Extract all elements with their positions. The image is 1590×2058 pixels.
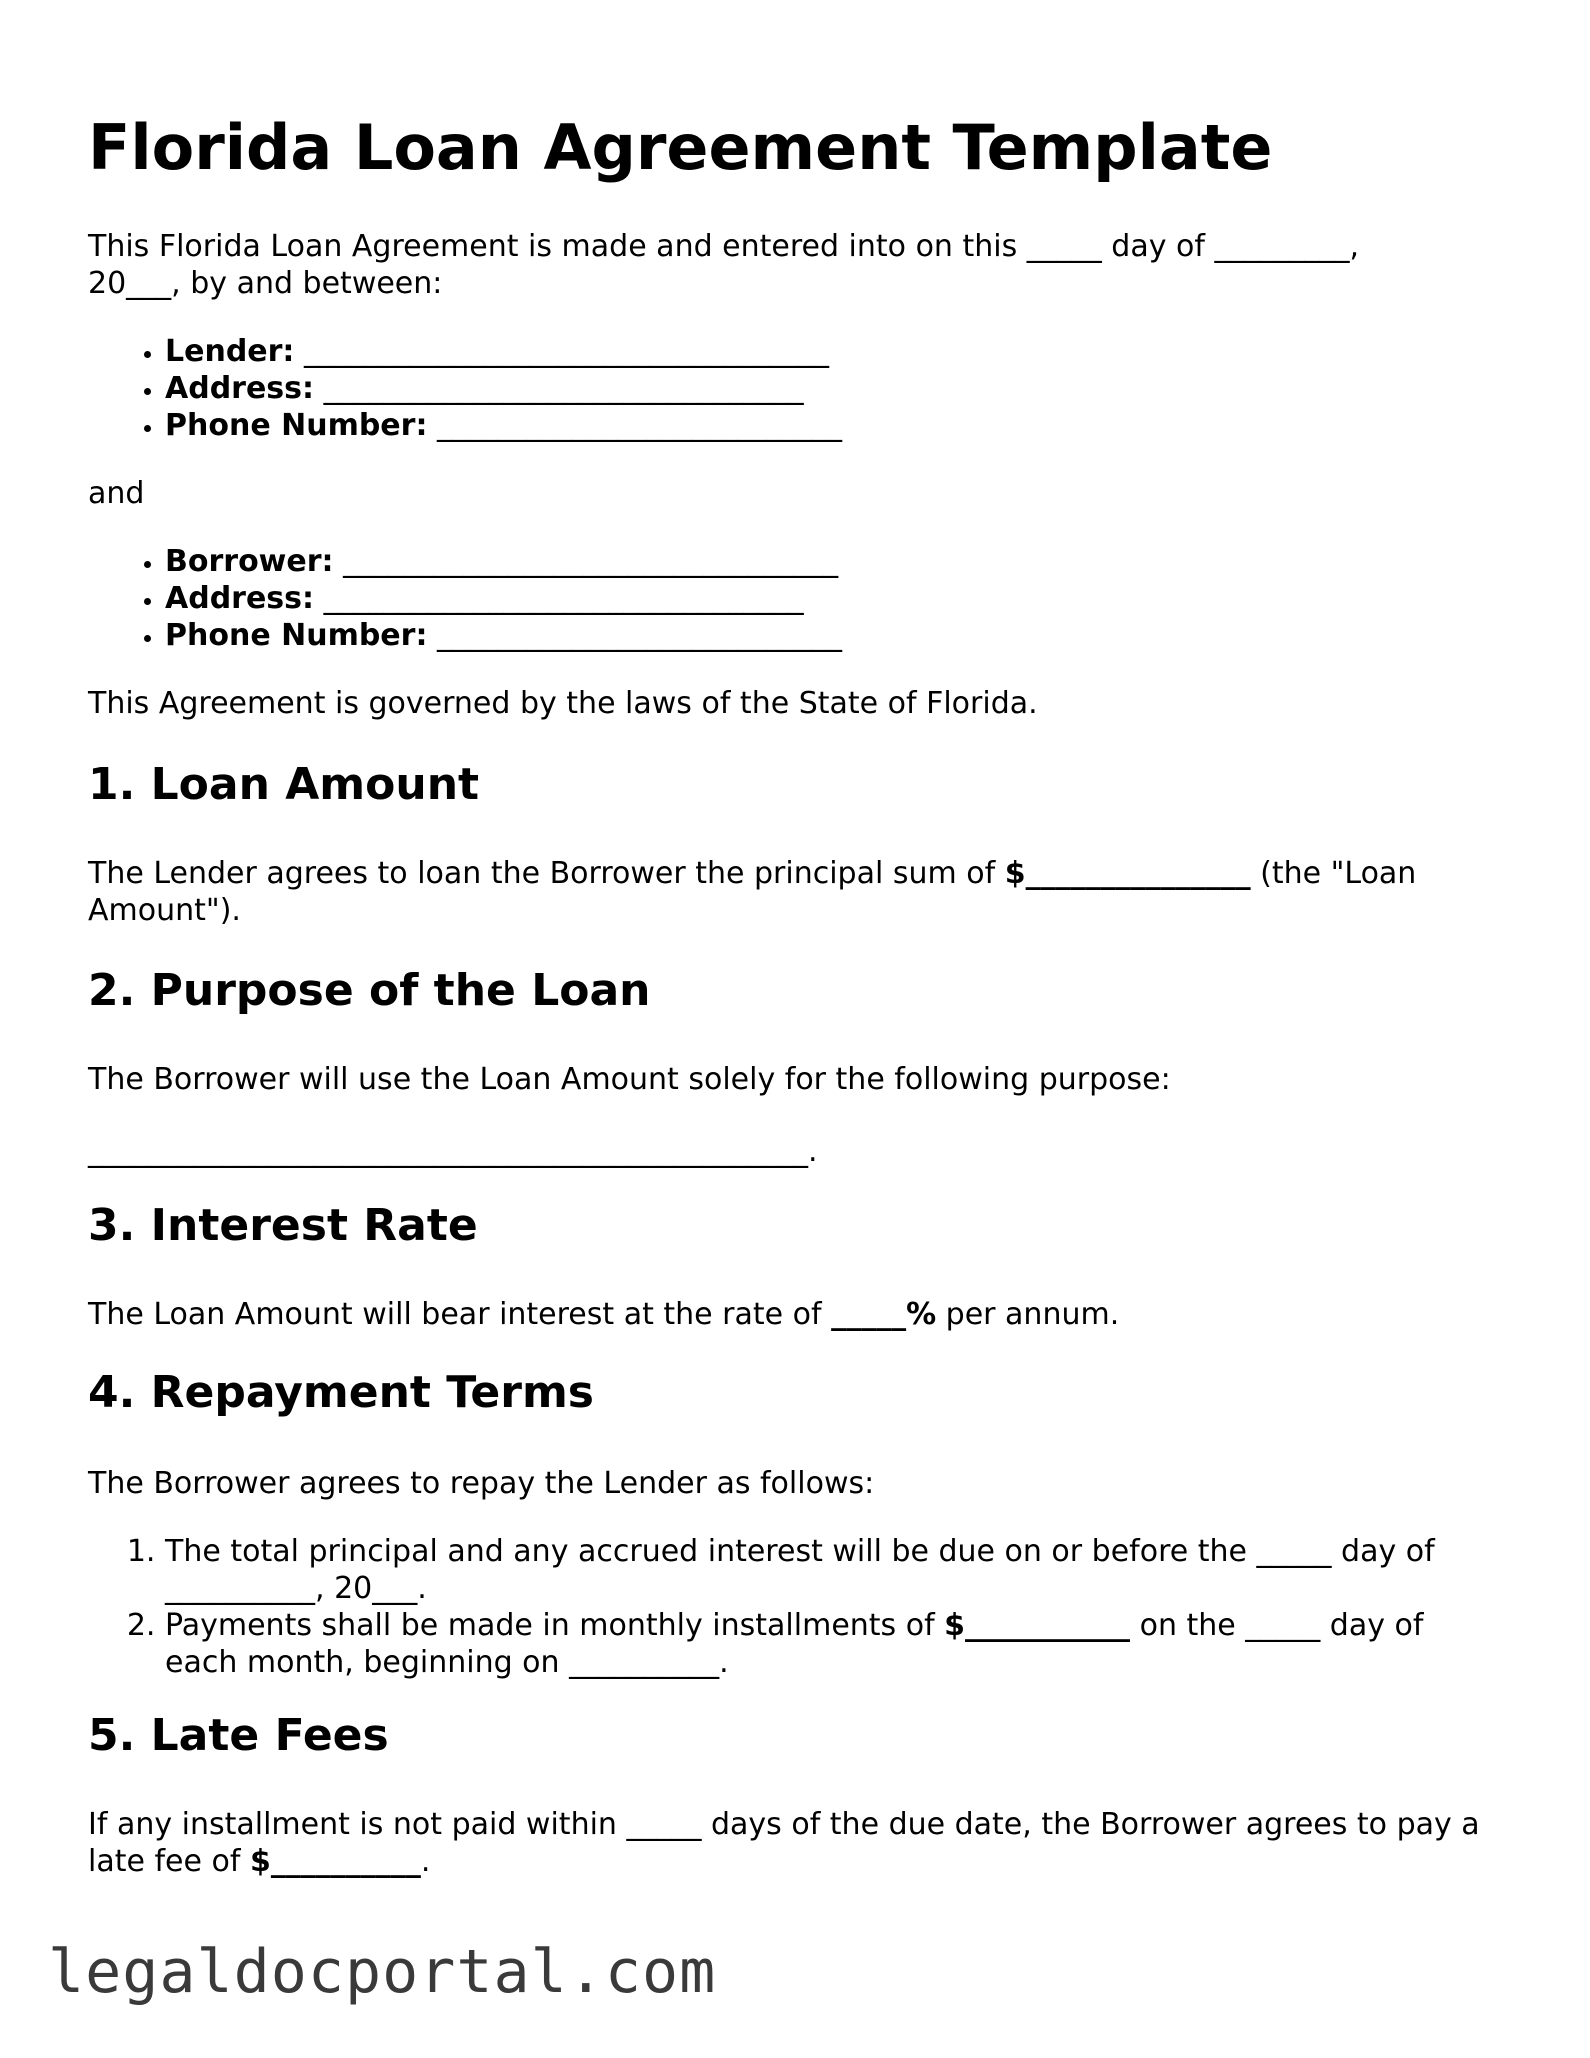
governing-law-text: This Agreement is governed by the laws of the State of Florida. [88, 686, 1038, 721]
repayment-term-2-before: Payments shall be made in monthly installments of [165, 1608, 945, 1643]
loan-amount-blank: $_______________ [1004, 856, 1251, 891]
field-label: Address: [165, 371, 315, 406]
field-label: Address: [165, 581, 315, 616]
purpose-text: The Borrower will use the Loan Amount solely for the following purpose: [88, 1062, 1171, 1097]
field-label: Lender: [165, 334, 295, 369]
field-blank: ________________________________ [323, 581, 804, 616]
field-label: Borrower: [165, 544, 334, 579]
watermark-text: legaldocportal.com [48, 1937, 717, 2007]
section-heading-interest: 3. Interest Rate [88, 1200, 478, 1251]
field-blank: ___________________________ [437, 618, 842, 653]
loan-amount-text-after: (the "Loan Amount"). [88, 856, 1417, 928]
field-blank: ___________________________ [437, 408, 842, 443]
and-text: and [88, 476, 145, 511]
section-heading-late-fees: 5. Late Fees [88, 1710, 389, 1761]
field-blank: ___________________________________ [303, 334, 829, 369]
repayment-term-1: 1. The total principal and any accrued interest will be due on or before the _____ day of __________, 20___. [165, 1533, 1488, 1607]
section-heading-repayment: 4. Repayment Terms [88, 1367, 594, 1418]
late-fees-text-before: If any installment is not paid within _____ days of the due date, the Borrower agrees to pay a late fee of [88, 1807, 1480, 1879]
borrower-address-field [165, 580, 1508, 617]
late-fees-text-after: . [420, 1844, 431, 1879]
installment-amount-blank: $___________ [944, 1608, 1131, 1643]
field-blank: ________________________________ [323, 371, 804, 406]
section-heading-purpose: 2. Purpose of the Loan [88, 965, 651, 1016]
late-fees-text [88, 1806, 1488, 1880]
intro-line-2: 20___, by and between: [88, 266, 443, 301]
purpose-blank-line: ________________________________________________. [88, 1134, 818, 1169]
repayment-terms-list [88, 1533, 1488, 1681]
intro-paragraph [88, 228, 1508, 302]
lender-address-field [165, 370, 1508, 407]
interest-rate-blank: _____% [831, 1297, 937, 1332]
loan-amount-text-before: The Lender agrees to loan the Borrower the principal sum of [88, 856, 1005, 891]
interest-text-after: per annum. [936, 1297, 1120, 1332]
late-fee-amount-blank: $__________ [249, 1844, 421, 1879]
interest-text-before: The Loan Amount will bear interest at the rate of [88, 1297, 832, 1332]
field-label: Phone Number: [165, 408, 428, 443]
borrower-phone-field [165, 617, 1508, 654]
lender-name-field [165, 333, 1508, 370]
borrower-fields-list [88, 543, 1508, 654]
field-label: Phone Number: [165, 618, 428, 653]
borrower-name-field [165, 543, 1508, 580]
repayment-term-2 [165, 1607, 1488, 1681]
repayment-term-2-after: on the _____ day of each month, beginning on __________. [165, 1608, 1424, 1680]
document-title: Florida Loan Agreement Template [88, 111, 1273, 184]
repayment-intro: The Borrower agrees to repay the Lender as follows: [88, 1466, 875, 1501]
lender-fields-list [88, 333, 1508, 444]
intro-line-1: This Florida Loan Agreement is made and entered into on this _____ day of _________, [88, 229, 1359, 264]
loan-amount-text [88, 855, 1488, 929]
section-heading-loan-amount: 1. Loan Amount [88, 759, 480, 810]
interest-text [88, 1296, 1508, 1333]
lender-phone-field [165, 407, 1508, 444]
field-blank: _________________________________ [343, 544, 839, 579]
